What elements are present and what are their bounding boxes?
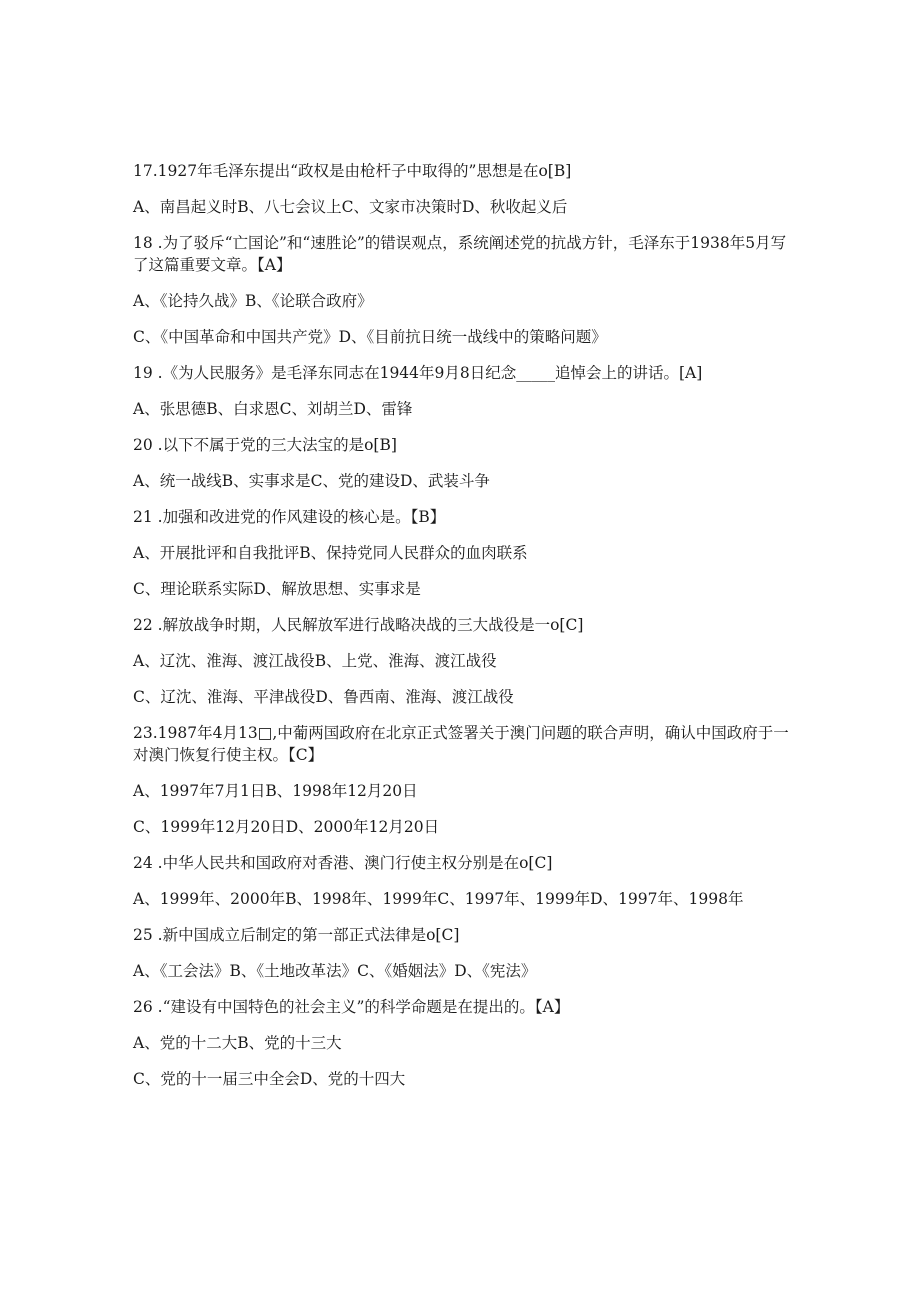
options-21-ab: A、开展批评和自我批评B、保持党同人民群众的血肉联系 bbox=[133, 544, 528, 562]
question-24: 24 .中华人民共和国政府对香港、澳门行使主权分别是在o[C] bbox=[133, 854, 553, 872]
question-20: 20 .以下不属于党的三大法宝的是o[B] bbox=[133, 436, 397, 454]
options-22-cd: C、辽沈、淮海、平津战役D、鲁西南、淮海、渡江战役 bbox=[133, 688, 514, 706]
question-19: 19 .《为人民服务》是毛泽东同志在1944年9月8日纪念_____追悼会上的讲话。[A] bbox=[133, 364, 703, 382]
question-22: 22 .解放战争时期，人民解放军进行战略决战的三大战役是一o[C] bbox=[133, 616, 584, 634]
options-20: A、统一战线B、实事求是C、党的建设D、武装斗争 bbox=[133, 472, 490, 490]
options-17: A、南昌起义时B、八七会议上C、文家市决策时D、秋收起义后 bbox=[133, 198, 568, 216]
question-23: 23.1987年4月13□,中葡两国政府在北京正式签署关于澳门问题的联合声明，确认中国政府于一对澳门恢复行使主权。【C】 bbox=[133, 724, 789, 764]
options-22-ab: A、辽沈、淮海、渡江战役B、上党、淮海、渡江战役 bbox=[133, 652, 497, 670]
question-26: 26 .“建设有中国特色的社会主义”的科学命题是在提出的。【A】 bbox=[133, 998, 570, 1016]
options-24: A、1999年、2000年B、1998年、1999年C、1997年、1999年D、1997年、1998年 bbox=[133, 890, 744, 908]
options-23-ab: A、1997年7月1日B、1998年12月20日 bbox=[133, 782, 418, 800]
question-17: 17.1927年毛泽东提出“政权是由枪杆子中取得的”思想是在o[B] bbox=[133, 162, 572, 180]
options-23-cd: C、1999年12月20日D、2000年12月20日 bbox=[133, 818, 440, 836]
options-21-cd: C、理论联系实际D、解放思想、实事求是 bbox=[133, 580, 421, 598]
options-18-ab: A、《论持久战》B、《论联合政府》 bbox=[133, 292, 373, 310]
options-19: A、张思德B、白求恩C、刘胡兰D、雷锋 bbox=[133, 400, 413, 418]
options-25: A、《工会法》B、《土地改革法》C、《婚姻法》D、《宪法》 bbox=[133, 962, 537, 980]
question-21: 21 .加强和改进党的作风建设的核心是。【B】 bbox=[133, 508, 446, 526]
options-26-ab: A、党的十二大B、党的十三大 bbox=[133, 1034, 342, 1052]
options-26-cd: C、党的十一届三中全会D、党的十四大 bbox=[133, 1070, 406, 1088]
options-18-cd: C、《中国革命和中国共产党》D、《目前抗日统一战线中的策略问题》 bbox=[133, 328, 607, 346]
question-18: 18 .为了驳斥“亡国论”和“速胜论”的错误观点，系统阐述党的抗战方针，毛泽东于1938年5月写了这篇重要文章。【A】 bbox=[133, 234, 787, 274]
question-25: 25 .新中国成立后制定的第一部正式法律是o[C] bbox=[133, 926, 460, 944]
document-body bbox=[133, 160, 793, 1104]
